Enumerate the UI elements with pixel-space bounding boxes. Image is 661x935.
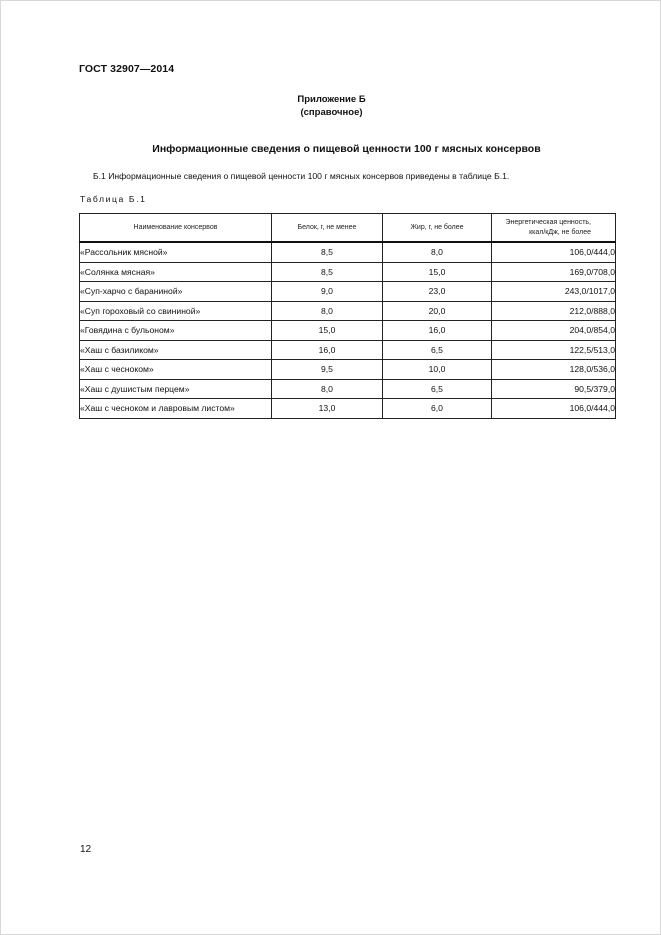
nutrition-table (79, 213, 616, 419)
cell-name: «Хаш с душистым перцем» (80, 379, 272, 399)
table-row (80, 282, 616, 302)
cell-protein: 15,0 (272, 321, 383, 341)
cell-energy: 90,5/379,0 (492, 379, 616, 399)
table-header-row (80, 214, 616, 243)
cell-fat: 23,0 (383, 282, 492, 302)
cell-name: «Хаш с базиликом» (80, 340, 272, 360)
cell-protein: 8,5 (272, 242, 383, 262)
cell-fat: 10,0 (383, 360, 492, 380)
cell-fat: 6,5 (383, 340, 492, 360)
cell-energy: 106,0/444,0 (492, 399, 616, 419)
header-energy (492, 214, 616, 243)
standard-header: ГОСТ 32907—2014 (79, 63, 175, 75)
cell-fat: 8,0 (383, 242, 492, 262)
cell-fat: 6,0 (383, 399, 492, 419)
table-row (80, 242, 616, 262)
cell-fat: 20,0 (383, 301, 492, 321)
cell-energy: 122,5/513,0 (492, 340, 616, 360)
cell-name: «Рассольник мясной» (80, 242, 272, 262)
cell-protein: 8,5 (272, 262, 383, 282)
header-energy-line2: ккал/кДж, не более (529, 228, 591, 236)
page-number: 12 (80, 844, 92, 855)
section-title: Информационные сведения о пищевой ценности 100 г мясных консервов (152, 143, 541, 155)
table-row (80, 340, 616, 360)
table-row (80, 262, 616, 282)
cell-fat: 6,5 (383, 379, 492, 399)
appendix-heading (1, 93, 661, 119)
header-name: Наименование консервов (80, 214, 272, 243)
header-energy-line1: Энергетическая ценность, (505, 218, 591, 226)
cell-protein: 9,0 (272, 282, 383, 302)
cell-protein: 8,0 (272, 301, 383, 321)
cell-energy: 106,0/444,0 (492, 242, 616, 262)
cell-protein: 8,0 (272, 379, 383, 399)
cell-energy: 212,0/888,0 (492, 301, 616, 321)
cell-name: «Солянка мясная» (80, 262, 272, 282)
cell-protein: 16,0 (272, 340, 383, 360)
header-fat: Жир, г, не более (383, 214, 492, 243)
cell-energy: 243,0/1017,0 (492, 282, 616, 302)
table-row (80, 399, 616, 419)
cell-energy: 204,0/854,0 (492, 321, 616, 341)
header-protein: Белок, г, не менее (272, 214, 383, 243)
cell-fat: 15,0 (383, 262, 492, 282)
table-row (80, 360, 616, 380)
cell-energy: 169,0/708,0 (492, 262, 616, 282)
appendix-subtitle: (справочное) (300, 107, 363, 118)
cell-name: «Хаш с чесноком» (80, 360, 272, 380)
cell-protein: 9,5 (272, 360, 383, 380)
table-caption: Таблица Б.1 (80, 194, 147, 204)
cell-name: «Суп-харчо с бараниной» (80, 282, 272, 302)
table-row (80, 301, 616, 321)
cell-name: «Суп гороховый со свининой» (80, 301, 272, 321)
cell-name: «Хаш с чесноком и лавровым листом» (80, 399, 272, 419)
cell-protein: 13,0 (272, 399, 383, 419)
cell-energy: 128,0/536,0 (492, 360, 616, 380)
intro-paragraph: Б.1 Информационные сведения о пищевой ценности 100 г мясных консервов приведены в таблице Б.1. (93, 171, 510, 181)
cell-name: «Говядина с бульоном» (80, 321, 272, 341)
table-row (80, 321, 616, 341)
table-row (80, 379, 616, 399)
cell-fat: 16,0 (383, 321, 492, 341)
appendix-title: Приложение Б (297, 94, 366, 105)
